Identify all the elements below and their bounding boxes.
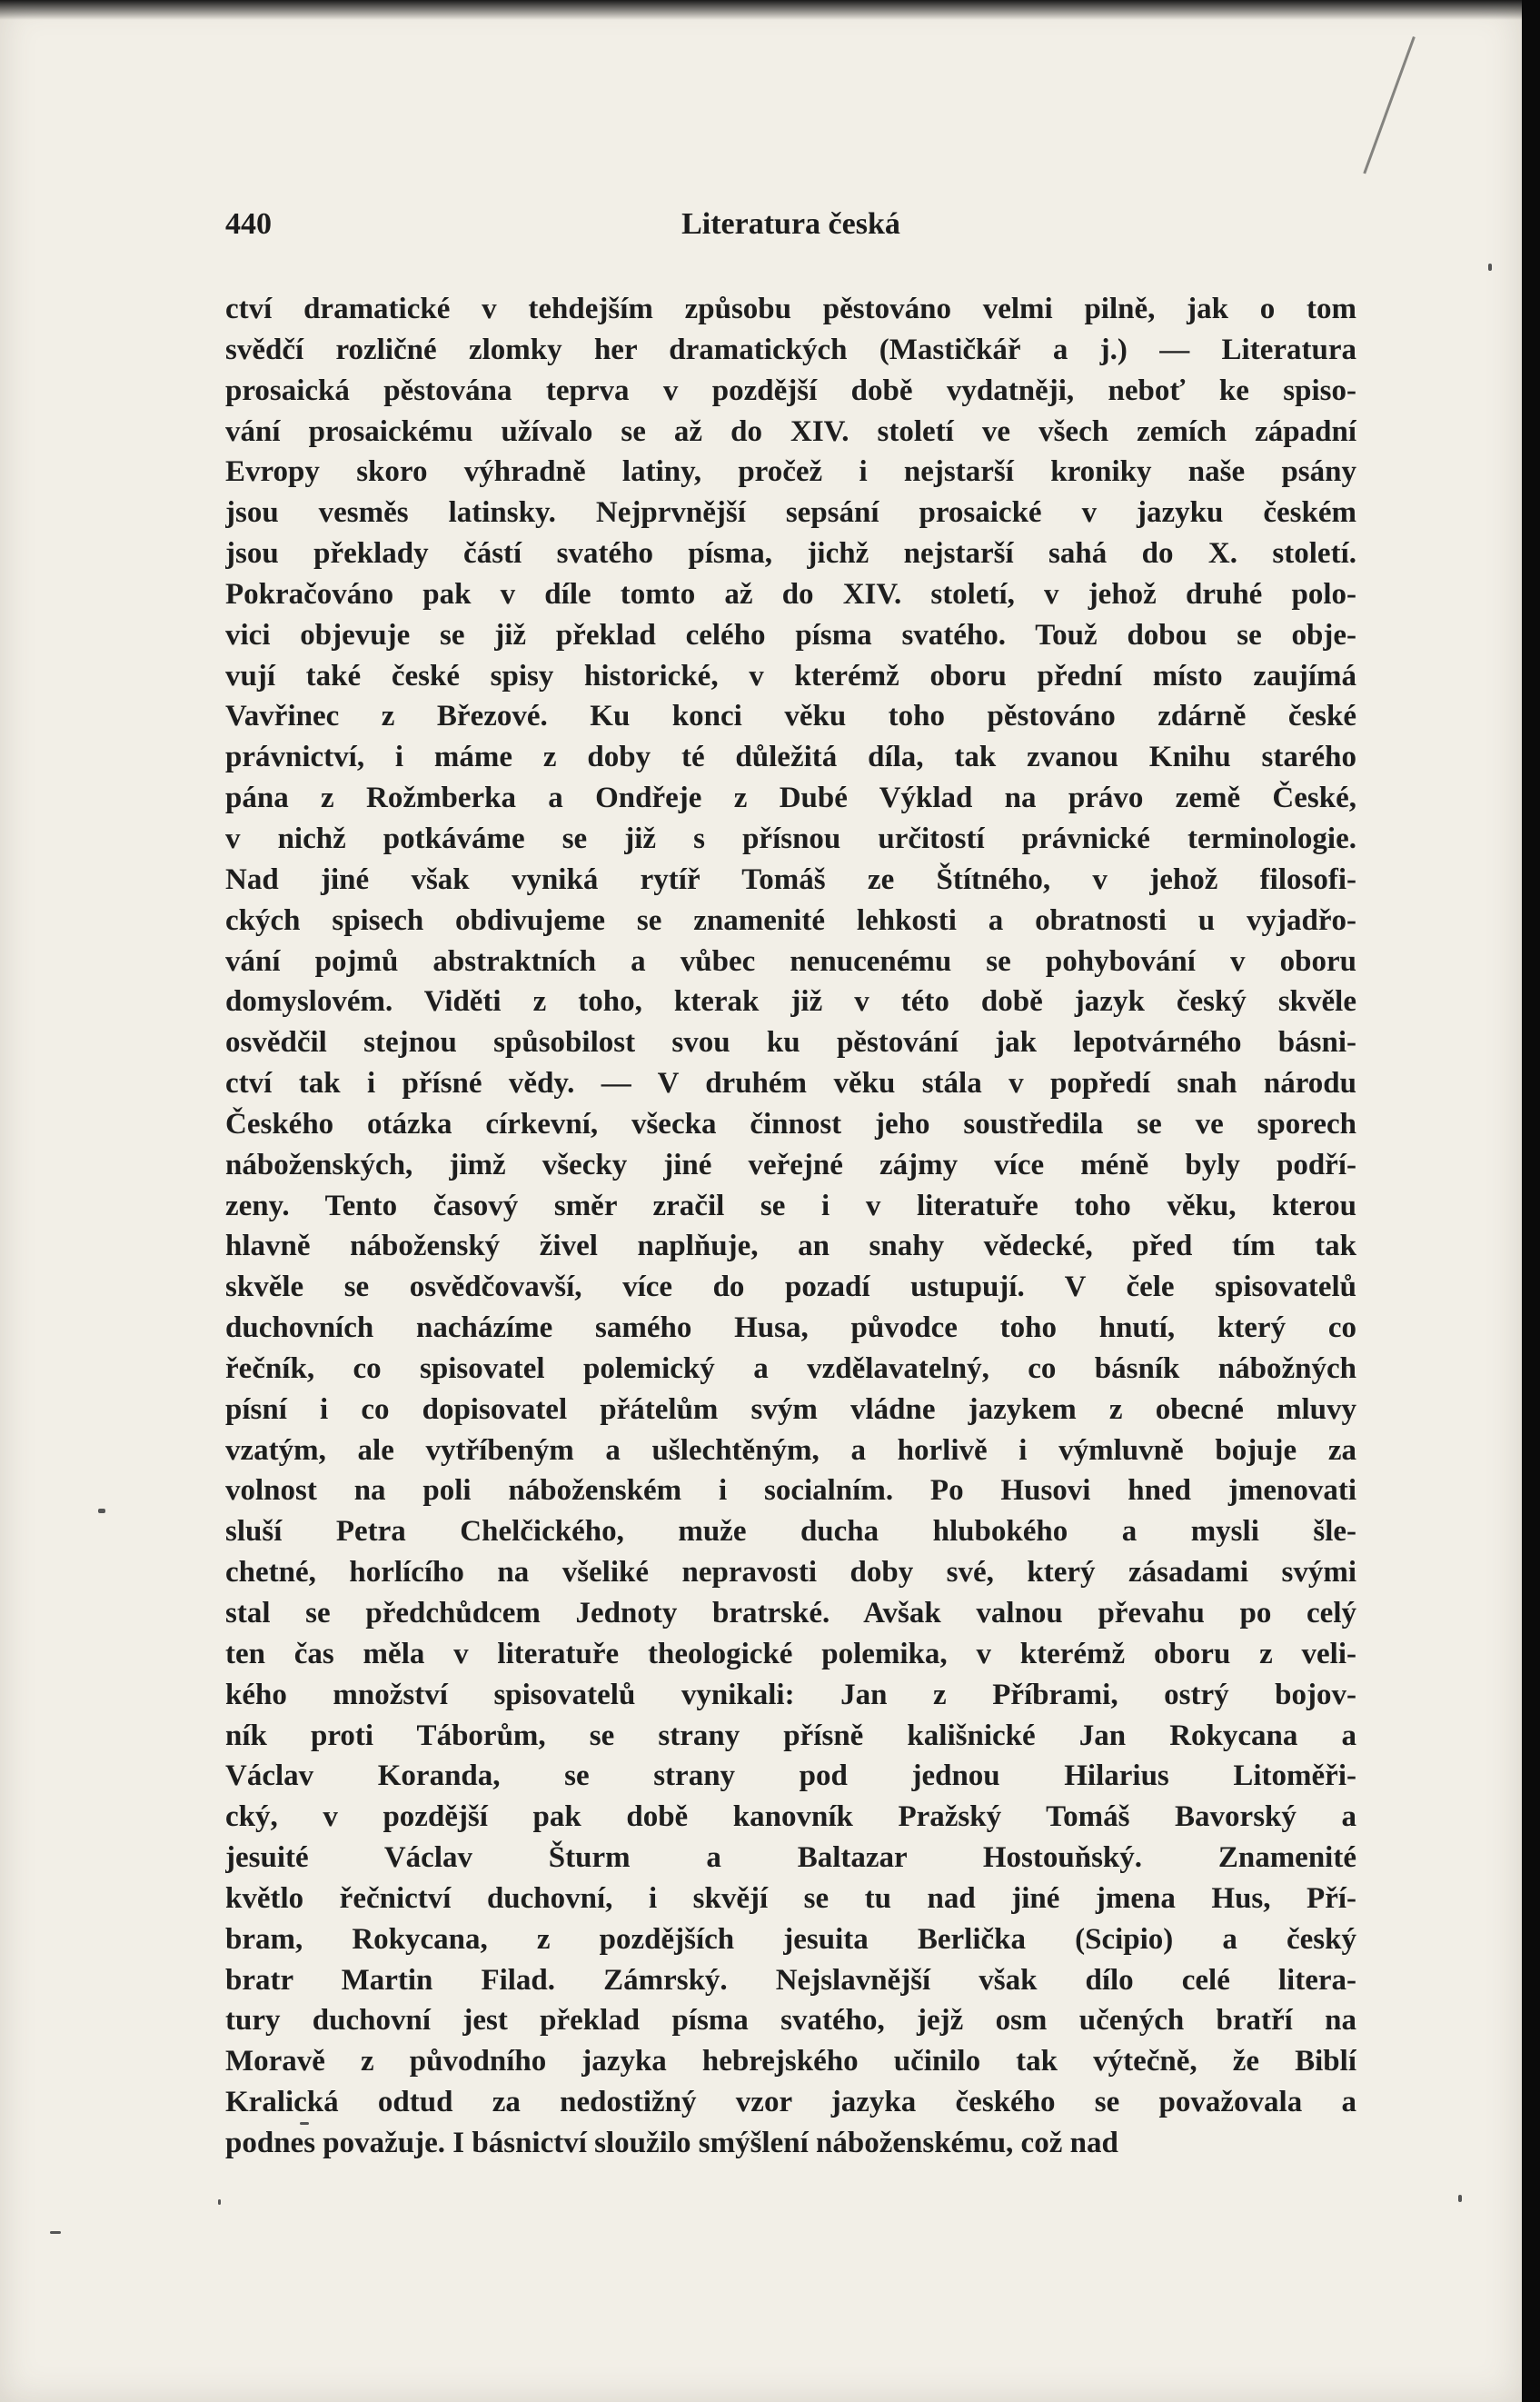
text-line: ckých spisech obdivujeme se znamenité lehkosti a obratnosti u vyjadřo- bbox=[225, 903, 1356, 937]
text-line: vání prosaickému užívalo se až do XIV. století ve všech zemích západní bbox=[225, 414, 1356, 448]
text-line: ten čas měla v literatuře theologické polemika, v kterémž oboru z veli- bbox=[225, 1637, 1356, 1670]
text-line: ník proti Táborům, se strany přísně kališnické Jan Rokycana a bbox=[225, 1719, 1356, 1752]
text-line: Pokračováno pak v díle tomto až do XIV. století, v jehož druhé polo- bbox=[225, 577, 1356, 611]
text-line: právnictví, i máme z doby té důležitá díla, tak zvanou Knihu starého bbox=[225, 741, 1356, 774]
text-line: hlavně náboženský živel naplňuje, an snahy vědecké, před tím tak bbox=[225, 1230, 1356, 1263]
scan-speck bbox=[1488, 264, 1492, 271]
scan-top-shadow bbox=[0, 0, 1522, 20]
text-line: jesuité Václav Šturm a Baltazar Hostouňský. Znamenité bbox=[225, 1841, 1356, 1875]
text-line: sluší Petra Chelčického, muže ducha hlubokého a mysli šle- bbox=[225, 1515, 1356, 1549]
text-line: ctví dramatické v tehdejším způsobu pěstováno velmi pilně, jak o tom bbox=[225, 293, 1356, 325]
page-header bbox=[225, 207, 1356, 247]
text-line: domyslovém. Viděti z toho, kterak již v této době jazyk český skvěle bbox=[225, 985, 1356, 1019]
text-line: chetné, horlícího na všeliké nepravosti doby své, který zásadami svými bbox=[225, 1556, 1356, 1590]
text-line: v nichž potkáváme se již s přísnou určitostí právnické terminologie. bbox=[225, 822, 1356, 855]
text-line: kého množství spisovatelů vynikali: Jan z Příbrami, ostrý bojov- bbox=[225, 1678, 1356, 1711]
text-line: prosaická pěstována teprva v pozdější době vydatněji, neboť ke spiso- bbox=[225, 374, 1356, 407]
text-line: Václav Koranda, se strany pod jednou Hilarius Litoměři- bbox=[225, 1759, 1356, 1793]
text-line: náboženských, jimž všecky jiné veřejné zájmy více méně byly podří- bbox=[225, 1148, 1356, 1181]
text-line: zeny. Tento časový směr zračil se i v literatuře toho věku, kterou bbox=[225, 1189, 1356, 1222]
text-line: bratr Martin Filad. Zámrský. Nejslavnější však dílo celé litera- bbox=[225, 1963, 1356, 1997]
scan-speck bbox=[218, 2199, 221, 2205]
text-line: jsou překlady částí svatého písma, jichž nejstarší sahá do X. století. bbox=[225, 537, 1356, 571]
text-line: cký, v pozdější pak době kanovník Pražský Tomáš Bavorský a bbox=[225, 1800, 1356, 1834]
text-line: ctví tak i přísné vědy. — V druhém věku stála v popředí snah národu bbox=[225, 1067, 1356, 1101]
text-line: podnes považuje. I básnictví sloužilo smýšlení náboženskému, což nad bbox=[225, 2126, 1118, 2159]
scan-edge-mark bbox=[1363, 36, 1416, 174]
text-line: vují také české spisy historické, v kterémž oboru přední místo zaujímá bbox=[225, 659, 1356, 693]
scan-speck bbox=[1458, 2195, 1462, 2202]
running-title: Literatura česká bbox=[681, 207, 900, 241]
text-line: svědčí rozličné zlomky her dramatických (Mastičkář a j.) — Literatura bbox=[225, 333, 1356, 366]
text-line: květlo řečnictví duchovní, i skvějí se tu nad jiné jmena Hus, Pří- bbox=[225, 1881, 1356, 1915]
text-line: Českého otázka církevní, všecka činnost jeho soustředila se ve sporech bbox=[225, 1107, 1356, 1141]
text-line: pána z Rožmberka a Ondřeje z Dubé Výklad na právo země České, bbox=[225, 782, 1356, 815]
scan-speck bbox=[98, 1509, 105, 1513]
text-line: jsou vesměs latinsky. Nejprvnější sepsání prosaické v jazyku českém bbox=[225, 496, 1356, 530]
page-number: 440 bbox=[225, 207, 272, 241]
text-line: Vavřinec z Březové. Ku konci věku toho pěstováno zdárně české bbox=[225, 700, 1356, 733]
text-line: Evropy skoro výhradně latiny, pročež i nejstarší kroniky naše psány bbox=[225, 455, 1356, 489]
scan-speck bbox=[50, 2231, 61, 2234]
text-line: vzatým, ale vytříbeným a ušlechtěným, a horlivě i výmluvně bojuje za bbox=[225, 1433, 1356, 1467]
text-line: stal se předchůdcem Jednoty bratrské. Avšak valnou převahu po celý bbox=[225, 1597, 1356, 1630]
text-line: písní i co dopisovatel přátelům svým vládne jazykem z obecné mluvy bbox=[225, 1392, 1356, 1426]
body-text bbox=[225, 289, 1356, 2164]
text-line: vici objevuje se již překlad celého písma svatého. Touž dobou se obje- bbox=[225, 618, 1356, 652]
text-line: tury duchovní jest překlad písma svatého, jejž osm učených bratří na bbox=[225, 2004, 1356, 2038]
text-line: volnost na poli náboženském i socialním. Po Husovi hned jmenovati bbox=[225, 1474, 1356, 1508]
text-line: osvědčil stejnou spůsobilost svou ku pěstování jak lepotvárného básni- bbox=[225, 1026, 1356, 1060]
text-line: duchovních nacházíme samého Husa, původce toho hnutí, který co bbox=[225, 1311, 1356, 1345]
text-line: Nad jiné však vyniká rytíř Tomáš ze Štítného, v jehož filosofi- bbox=[225, 862, 1356, 896]
text-line: bram, Rokycana, z pozdějších jesuita Berlička (Scipio) a český bbox=[225, 1922, 1356, 1956]
text-line: Moravě z původního jazyka hebrejského učinilo tak výtečně, že Biblí bbox=[225, 2045, 1356, 2078]
text-line: vání pojmů abstraktních a vůbec nenucenému se pohybování v oboru bbox=[225, 944, 1356, 978]
text-line: řečník, co spisovatel polemický a vzdělavatelný, co básník nábožných bbox=[225, 1351, 1356, 1385]
text-line: Kralická odtud za nedostižný vzor jazyka českého se považovala a bbox=[225, 2086, 1356, 2119]
text-line: skvěle se osvědčovavší, více do pozadí ustupují. V čele spisovatelů bbox=[225, 1271, 1356, 1304]
